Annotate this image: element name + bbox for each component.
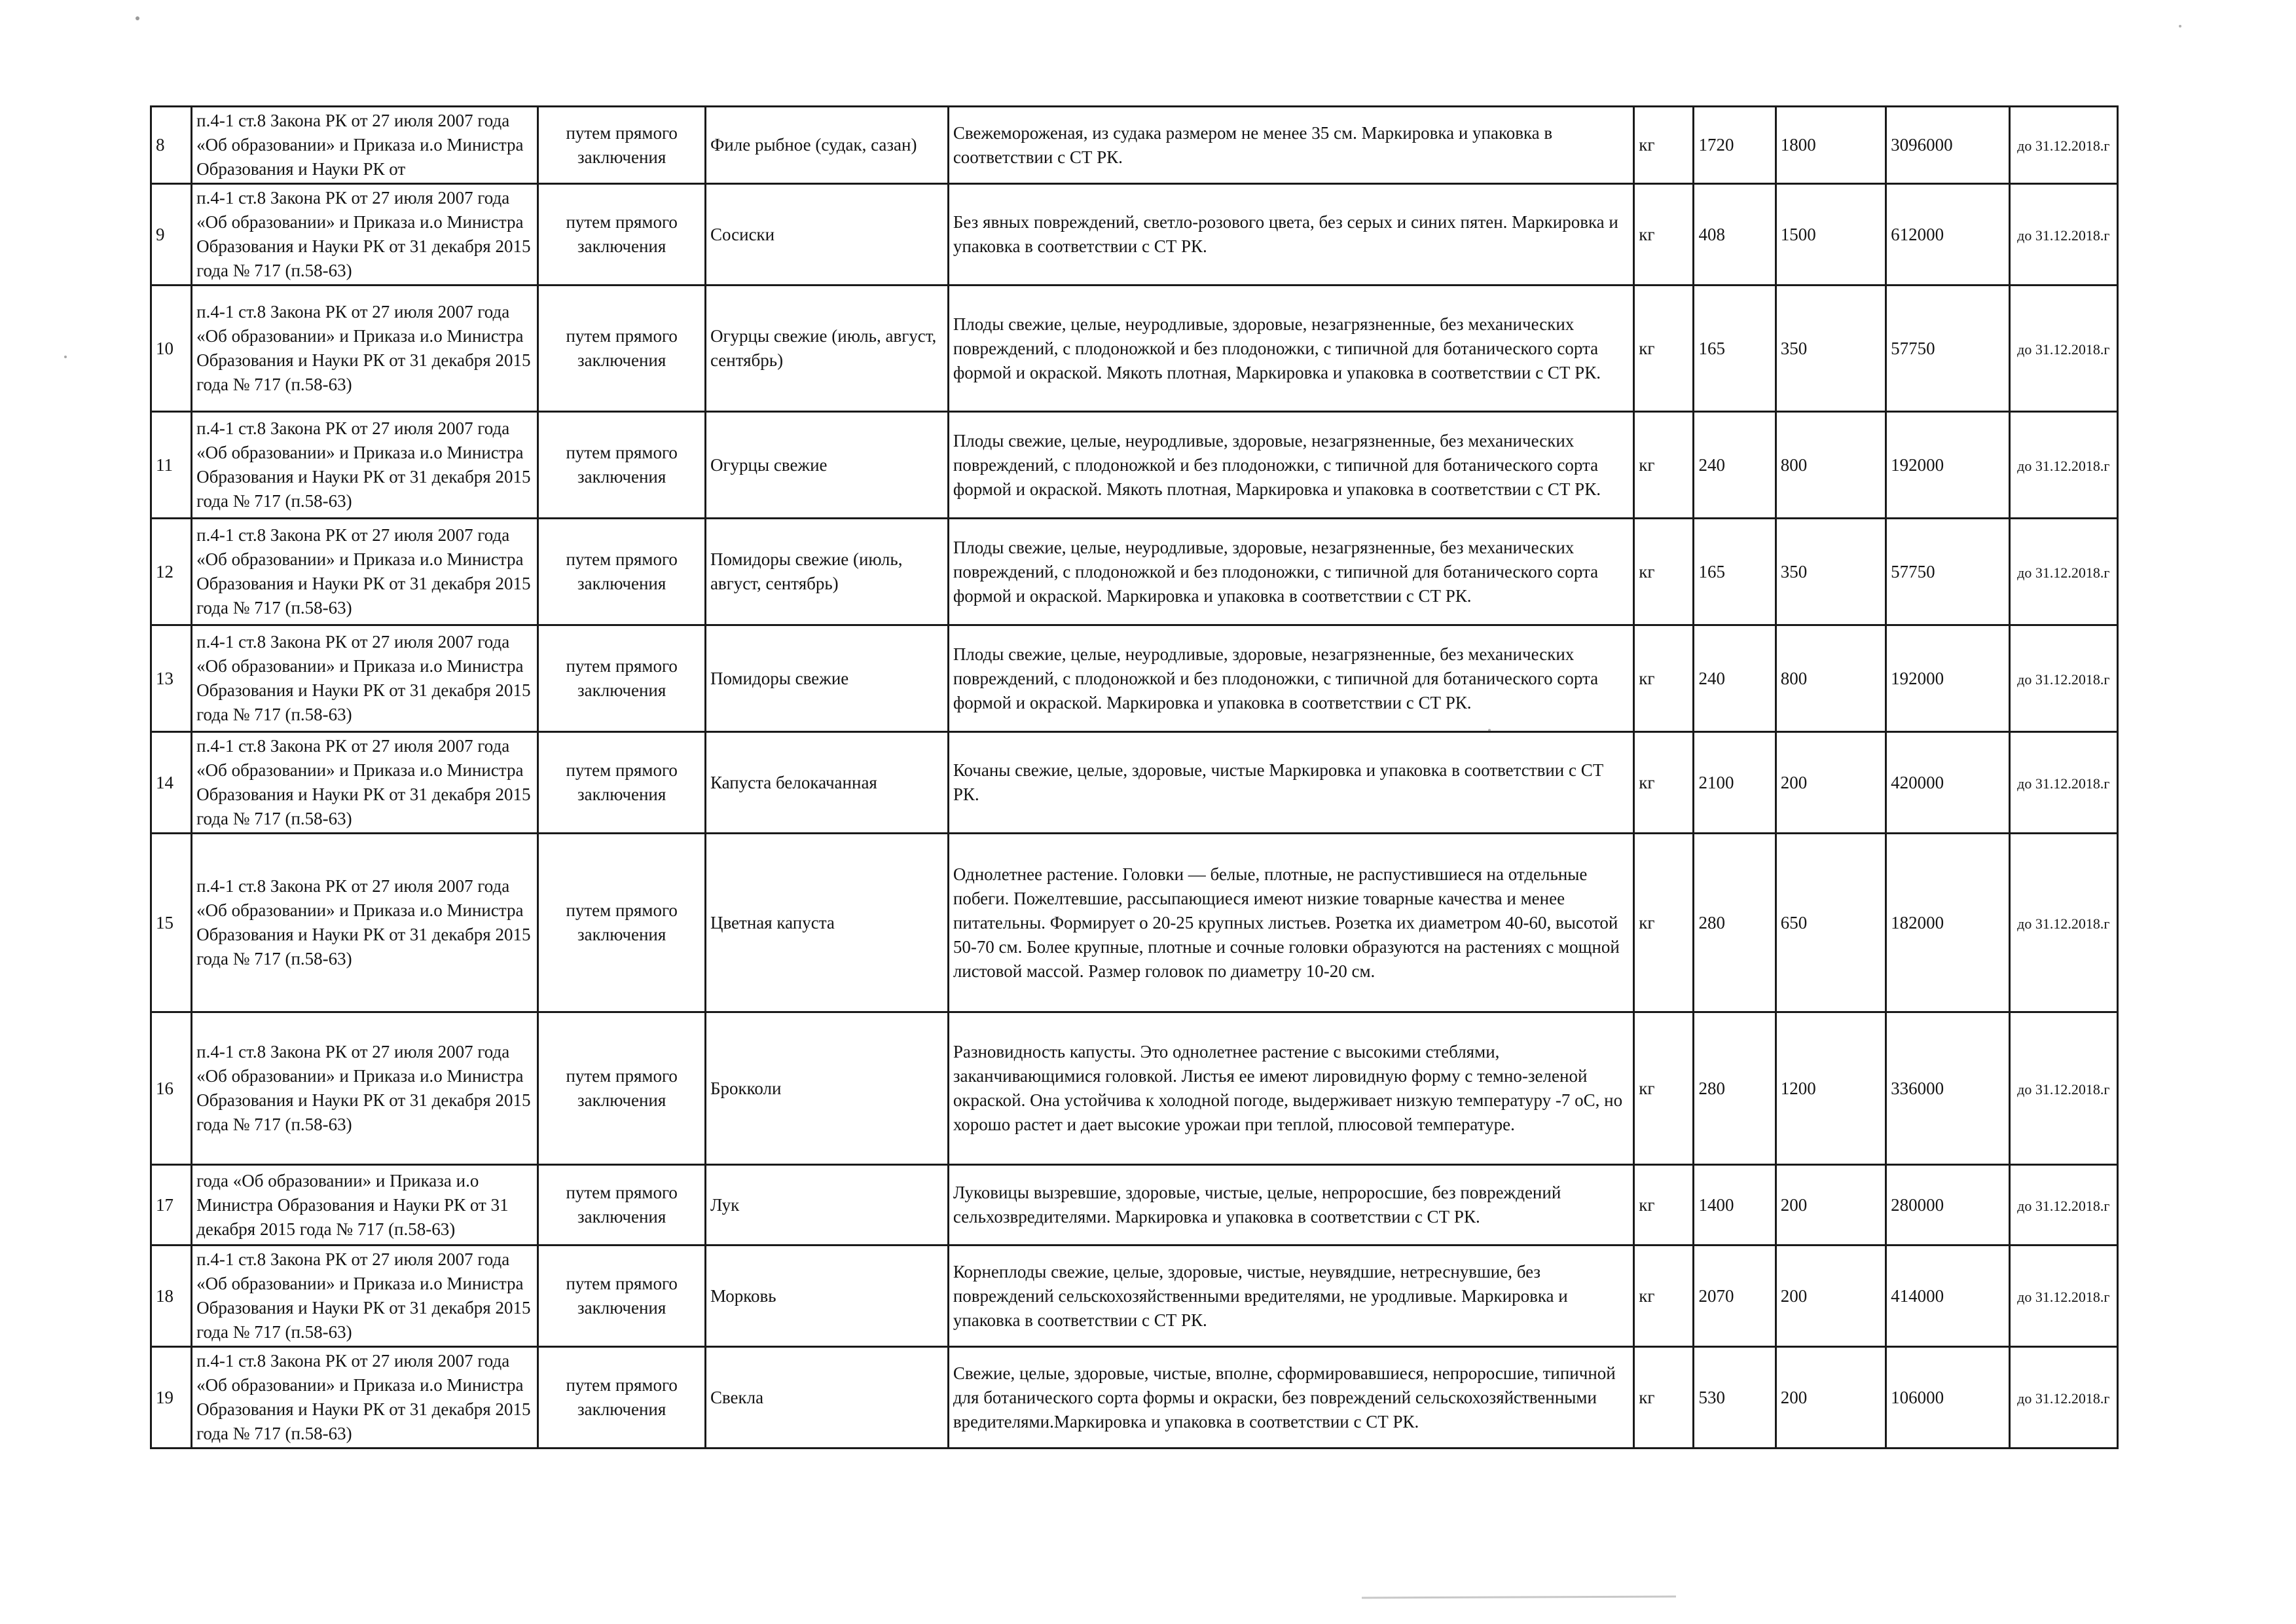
product-name-cell: Сосиски: [705, 184, 948, 286]
product-name-cell: Капуста белокачанная: [705, 732, 948, 834]
row-number: 18: [151, 1246, 192, 1347]
procurement-method-cell: путем прямого заключения: [538, 1347, 706, 1449]
unit-cell: кг: [1634, 286, 1694, 412]
delivery-term-cell: [2009, 1012, 2117, 1165]
quantity-cell: 280: [1694, 834, 1776, 1012]
row-number: 12: [151, 519, 192, 625]
total-sum-cell: 192000: [1886, 412, 2009, 519]
total-sum-cell: 3096000: [1886, 107, 2009, 184]
procurement-method-cell: путем прямого заключения: [538, 107, 706, 184]
quantity-cell: 165: [1694, 519, 1776, 625]
product-name-cell: Филе рыбное (судак, сазан): [705, 107, 948, 184]
unit-price-cell: 800: [1776, 412, 1886, 519]
delivery-term-cell: [2009, 286, 2117, 412]
product-name-cell: Огурцы свежие: [705, 412, 948, 519]
procurement-method-cell: путем прямого заключения: [538, 519, 706, 625]
unit-price-cell: 200: [1776, 732, 1886, 834]
table-row: [151, 732, 2118, 834]
total-sum-cell: 106000: [1886, 1347, 2009, 1449]
legal-basis-cell: п.4-1 ст.8 Закона РК от 27 июля 2007 года «Об образовании» и Приказа и.о Министра Образования и Науки РК от 31 декабря 2015 года № 717 (п.58-63): [192, 1012, 538, 1165]
row-number: 19: [151, 1347, 192, 1449]
delivery-term-text: до 31.12.2018.г: [2017, 457, 2110, 474]
table-row: [151, 1246, 2118, 1347]
delivery-term-cell: [2009, 1246, 2117, 1347]
total-sum-cell: 182000: [1886, 834, 2009, 1012]
unit-cell: кг: [1634, 1347, 1694, 1449]
total-sum-cell: 57750: [1886, 286, 2009, 412]
unit-price-cell: 350: [1776, 286, 1886, 412]
unit-price-cell: 800: [1776, 625, 1886, 732]
unit-price-cell: 1200: [1776, 1012, 1886, 1165]
delivery-term-cell: [2009, 1165, 2117, 1246]
unit-price-cell: 1800: [1776, 107, 1886, 184]
delivery-term-text: до 31.12.2018.г: [2017, 341, 2110, 358]
quantity-cell: 240: [1694, 625, 1776, 732]
legal-basis-cell: п.4-1 ст.8 Закона РК от 27 июля 2007 года «Об образовании» и Приказа и.о Министра Образования и Науки РК от 31 декабря 2015 года № 717 (п.58-63): [192, 1347, 538, 1449]
legal-basis-cell: п.4-1 ст.8 Закона РК от 27 июля 2007 года «Об образовании» и Приказа и.о Министра Образования и Науки РК от 31 декабря 2015 года № 717 (п.58-63): [192, 1246, 538, 1347]
delivery-term-cell: [2009, 412, 2117, 519]
quantity-cell: 165: [1694, 286, 1776, 412]
table-row: [151, 286, 2118, 412]
legal-basis-cell: п.4-1 ст.8 Закона РК от 27 июля 2007 года «Об образовании» и Приказа и.о Министра Образования и Науки РК от 31 декабря 2015 года № 717 (п.58-63): [192, 184, 538, 286]
quantity-cell: 2100: [1694, 732, 1776, 834]
product-description-cell: Кочаны свежие, целые, здоровые, чистые Маркировка и упаковка в соответствии с СТ РК.: [948, 732, 1633, 834]
quantity-cell: 240: [1694, 412, 1776, 519]
row-number: 13: [151, 625, 192, 732]
unit-cell: кг: [1634, 625, 1694, 732]
row-number: 14: [151, 732, 192, 834]
row-number: 11: [151, 412, 192, 519]
product-description-cell: Плоды свежие, целые, неуродливые, здоровые, незагрязненные, без механических повреждений, с плодоножкой и без плодоножки, с типичной для ботанического сорта формой и окраской. Маркировка и упаковка в соответствии с СТ РК.: [948, 519, 1633, 625]
product-name-cell: Помидоры свежие (июль, август, сентябрь): [705, 519, 948, 625]
delivery-term-text: до 31.12.2018.г: [2017, 1390, 2110, 1407]
unit-cell: кг: [1634, 412, 1694, 519]
procurement-method-cell: путем прямого заключения: [538, 625, 706, 732]
legal-basis-cell: п.4-1 ст.8 Закона РК от 27 июля 2007 года «Об образовании» и Приказа и.о Министра Образования и Науки РК от 31 декабря 2015 года № 717 (п.58-63): [192, 834, 538, 1012]
delivery-term-text: до 31.12.2018.г: [2017, 138, 2110, 154]
procurement-method-cell: путем прямого заключения: [538, 1246, 706, 1347]
procurement-table: [150, 105, 2119, 1449]
legal-basis-cell: п.4-1 ст.8 Закона РК от 27 июля 2007 года «Об образовании» и Приказа и.о Министра Образования и Науки РК от 31 декабря 2015 года № 717 (п.58-63): [192, 732, 538, 834]
table-row: [151, 1165, 2118, 1246]
delivery-term-text: до 31.12.2018.г: [2017, 1197, 2110, 1214]
unit-price-cell: 1500: [1776, 184, 1886, 286]
row-number: 8: [151, 107, 192, 184]
row-number: 15: [151, 834, 192, 1012]
total-sum-cell: 336000: [1886, 1012, 2009, 1165]
legal-basis-cell: п.4-1 ст.8 Закона РК от 27 июля 2007 года «Об образовании» и Приказа и.о Министра Образования и Науки РК от 31 декабря 2015 года № 717 (п.58-63): [192, 412, 538, 519]
quantity-cell: 408: [1694, 184, 1776, 286]
procurement-method-cell: путем прямого заключения: [538, 412, 706, 519]
product-description-cell: Луковицы вызревшие, здоровые, чистые, целые, непроросшие, без повреждений сельхозвредителями. Маркировка и упаковка в соответствии с СТ РК.: [948, 1165, 1633, 1246]
table-row: [151, 834, 2118, 1012]
unit-price-cell: 200: [1776, 1347, 1886, 1449]
legal-basis-cell: года «Об образовании» и Приказа и.о Министра Образования и Науки РК от 31 декабря 2015 года № 717 (п.58-63): [192, 1165, 538, 1246]
total-sum-cell: 280000: [1886, 1165, 2009, 1246]
unit-cell: кг: [1634, 834, 1694, 1012]
total-sum-cell: 414000: [1886, 1246, 2009, 1347]
procurement-method-cell: путем прямого заключения: [538, 1012, 706, 1165]
quantity-cell: 2070: [1694, 1246, 1776, 1347]
delivery-term-text: до 31.12.2018.г: [2017, 564, 2110, 581]
delivery-term-cell: [2009, 625, 2117, 732]
total-sum-cell: 420000: [1886, 732, 2009, 834]
delivery-term-cell: [2009, 732, 2117, 834]
product-name-cell: Лук: [705, 1165, 948, 1246]
product-name-cell: Морковь: [705, 1246, 948, 1347]
table-row: [151, 519, 2118, 625]
product-description-cell: Разновидность капусты. Это однолетнее растение с высокими стеблями, заканчивающимися головкой. Листья ее имеют лировидную форму с темно-зеленой окраской. Она устойчива к холодной погоде, выдерживает низкую температуру -7 оС, но хорошо растет и дает высокие урожаи при теплой, плюсовой температуре.: [948, 1012, 1633, 1165]
delivery-term-text: до 31.12.2018.г: [2017, 227, 2110, 244]
row-number: 17: [151, 1165, 192, 1246]
total-sum-cell: 57750: [1886, 519, 2009, 625]
procurement-method-cell: путем прямого заключения: [538, 732, 706, 834]
product-description-cell: Без явных повреждений, светло-розового цвета, без серых и синих пятен. Маркировка и упаковка в соответствии с СТ РК.: [948, 184, 1633, 286]
delivery-term-cell: [2009, 834, 2117, 1012]
unit-cell: кг: [1634, 519, 1694, 625]
delivery-term-text: до 31.12.2018.г: [2017, 775, 2110, 792]
product-description-cell: Плоды свежие, целые, неуродливые, здоровые, незагрязненные, без механических повреждений, с плодоножкой и без плодоножки, с типичной для ботанического сорта формой и окраской. Мякоть плотная, Маркировка и упаковка в соответствии с СТ РК.: [948, 286, 1633, 412]
procurement-method-cell: путем прямого заключения: [538, 184, 706, 286]
procurement-method-cell: путем прямого заключения: [538, 1165, 706, 1246]
product-name-cell: Свекла: [705, 1347, 948, 1449]
row-number: 10: [151, 286, 192, 412]
procurement-method-cell: путем прямого заключения: [538, 286, 706, 412]
product-name-cell: Брокколи: [705, 1012, 948, 1165]
quantity-cell: 1720: [1694, 107, 1776, 184]
product-name-cell: Цветная капуста: [705, 834, 948, 1012]
unit-price-cell: 200: [1776, 1246, 1886, 1347]
legal-basis-cell: п.4-1 ст.8 Закона РК от 27 июля 2007 года «Об образовании» и Приказа и.о Министра Образования и Науки РК от: [192, 107, 538, 184]
unit-cell: кг: [1634, 184, 1694, 286]
product-description-cell: Однолетнее растение. Головки — белые, плотные, не распустившиеся на отдельные побеги. Пожелтевшие, рассыпающиеся имеют низкие товарные качества и менее питательны. Формирует о 20-25 крупных листьев. Розетка их диаметром 40-60, высотой 50-70 см. Более крупные, плотные и сочные головки образуются на растениях с мощной листовой массой. Размер головок по диаметру 10-20 см.: [948, 834, 1633, 1012]
delivery-term-text: до 31.12.2018.г: [2017, 671, 2110, 688]
unit-cell: кг: [1634, 732, 1694, 834]
unit-price-cell: 350: [1776, 519, 1886, 625]
table-row: [151, 1347, 2118, 1449]
legal-basis-cell: п.4-1 ст.8 Закона РК от 27 июля 2007 года «Об образовании» и Приказа и.о Министра Образования и Науки РК от 31 декабря 2015 года № 717 (п.58-63): [192, 286, 538, 412]
table-body: [151, 107, 2118, 1449]
unit-cell: кг: [1634, 1012, 1694, 1165]
product-description-cell: Плоды свежие, целые, неуродливые, здоровые, незагрязненные, без механических повреждений, с плодоножкой и без плодоножки, с типичной для ботанического сорта формой и окраской. Маркировка и упаковка в соответствии с СТ РК.: [948, 625, 1633, 732]
product-name-cell: Огурцы свежие (июль, август, сентябрь): [705, 286, 948, 412]
table-row: [151, 107, 2118, 184]
quantity-cell: 530: [1694, 1347, 1776, 1449]
legal-basis-cell: п.4-1 ст.8 Закона РК от 27 июля 2007 года «Об образовании» и Приказа и.о Министра Образования и Науки РК от 31 декабря 2015 года № 717 (п.58-63): [192, 519, 538, 625]
row-number: 16: [151, 1012, 192, 1165]
quantity-cell: 1400: [1694, 1165, 1776, 1246]
delivery-term-text: до 31.12.2018.г: [2017, 1288, 2110, 1305]
delivery-term-text: до 31.12.2018.г: [2017, 915, 2110, 932]
quantity-cell: 280: [1694, 1012, 1776, 1165]
delivery-term-cell: [2009, 184, 2117, 286]
unit-price-cell: 200: [1776, 1165, 1886, 1246]
legal-basis-cell: п.4-1 ст.8 Закона РК от 27 июля 2007 года «Об образовании» и Приказа и.о Министра Образования и Науки РК от 31 декабря 2015 года № 717 (п.58-63): [192, 625, 538, 732]
total-sum-cell: 192000: [1886, 625, 2009, 732]
unit-cell: кг: [1634, 1165, 1694, 1246]
delivery-term-text: до 31.12.2018.г: [2017, 1080, 2110, 1098]
product-name-cell: Помидоры свежие: [705, 625, 948, 732]
unit-price-cell: 650: [1776, 834, 1886, 1012]
product-description-cell: Свежие, целые, здоровые, чистые, вполне, сформировавшиеся, непроросшие, типичной для ботанического сорта формы и окраски, без повреждений сельскохозяйственными вредителями.Маркировка и упаковка в соответствии с СТ РК.: [948, 1347, 1633, 1449]
delivery-term-cell: [2009, 519, 2117, 625]
product-description-cell: Плоды свежие, целые, неуродливые, здоровые, незагрязненные, без механических повреждений, с плодоножкой и без плодоножки, с типичной для ботанического сорта формой и окраской. Мякоть плотная, Маркировка и упаковка в соответствии с СТ РК.: [948, 412, 1633, 519]
product-description-cell: Свежемороженая, из судака размером не менее 35 см. Маркировка и упаковка в соответствии с СТ РК.: [948, 107, 1633, 184]
delivery-term-cell: [2009, 107, 2117, 184]
total-sum-cell: 612000: [1886, 184, 2009, 286]
product-description-cell: Корнеплоды свежие, целые, здоровые, чистые, неувядшие, нетреснувшие, без повреждений сельскохозяйственными вредителями, не уродливые. Маркировка и упаковка в соответствии с СТ РК.: [948, 1246, 1633, 1347]
procurement-method-cell: путем прямого заключения: [538, 834, 706, 1012]
row-number: 9: [151, 184, 192, 286]
unit-cell: кг: [1634, 1246, 1694, 1347]
table-row: [151, 412, 2118, 519]
table-row: [151, 625, 2118, 732]
unit-cell: кг: [1634, 107, 1694, 184]
table-row: [151, 184, 2118, 286]
table-row: [151, 1012, 2118, 1165]
delivery-term-cell: [2009, 1347, 2117, 1449]
